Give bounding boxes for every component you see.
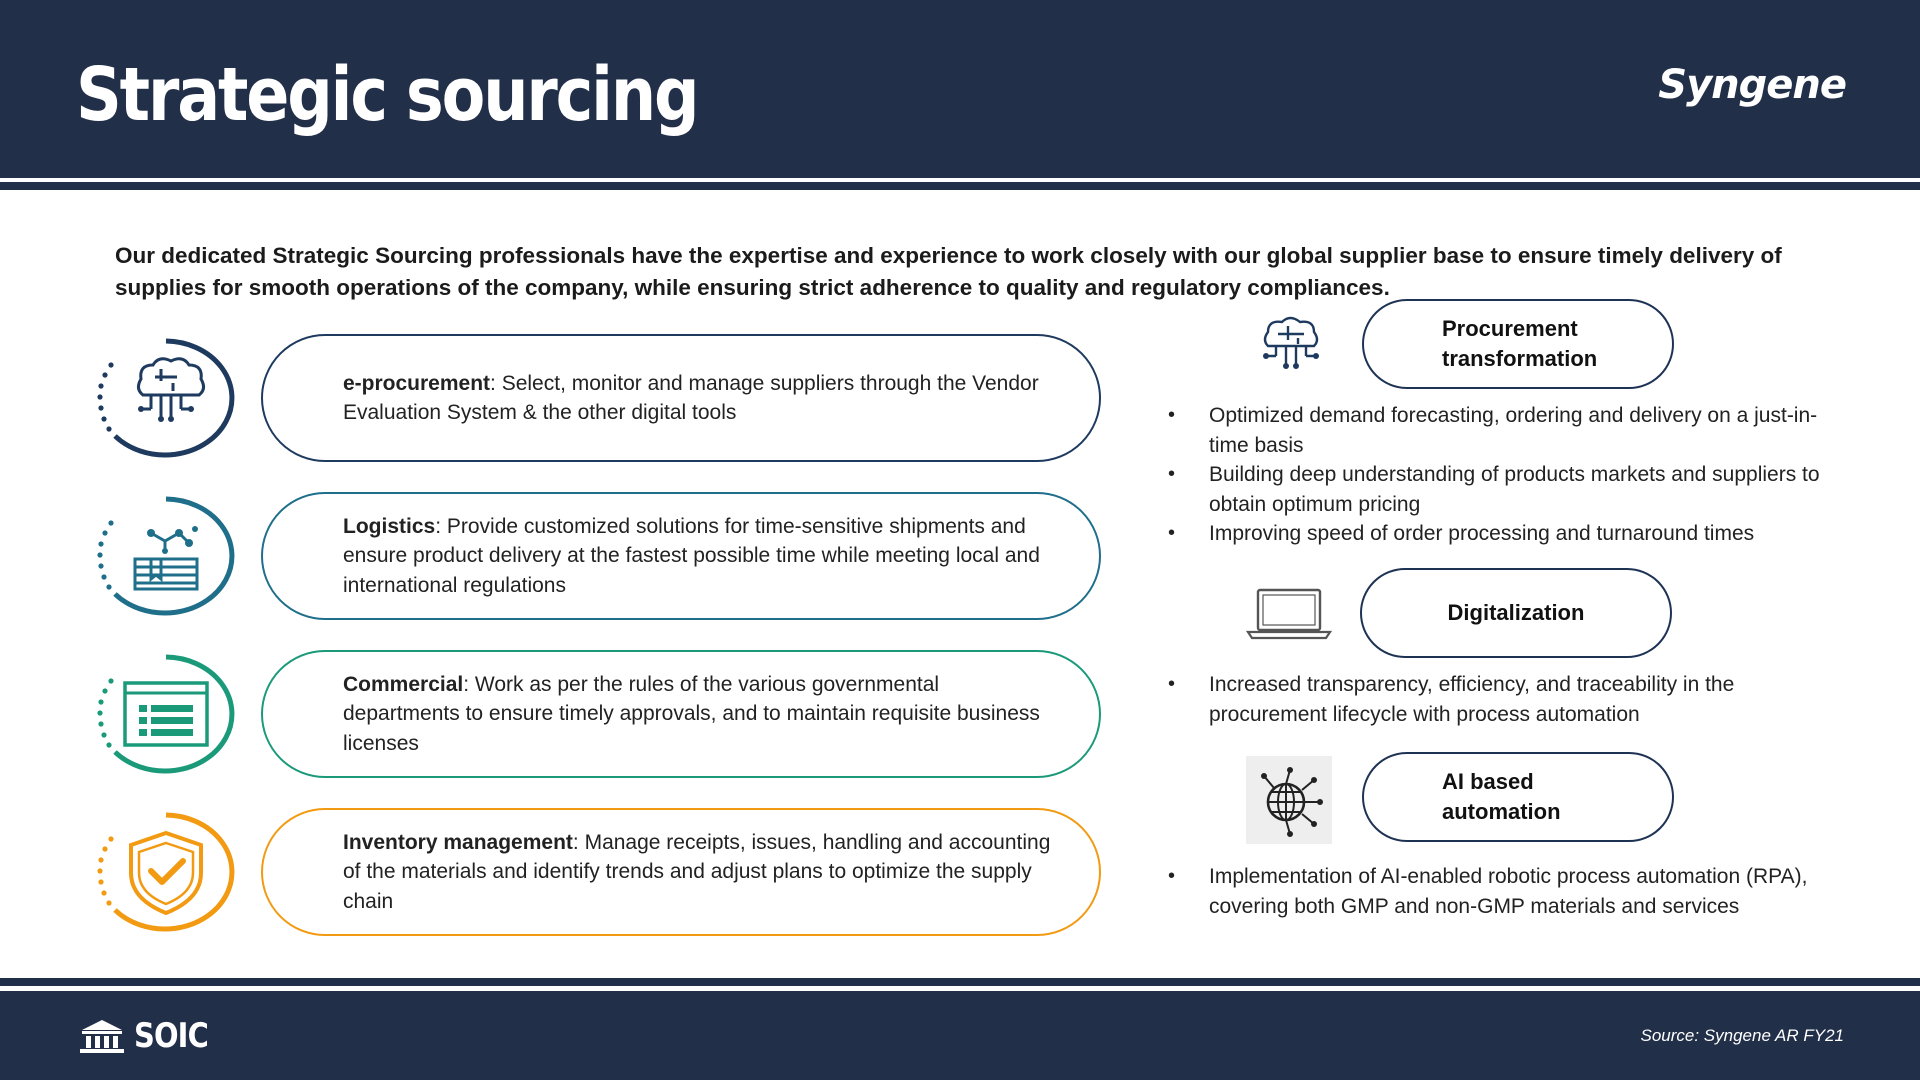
list-item: • Implementation of AI-enabled robotic process automation (RPA), covering both GMP and non-GMP materials and services — [1166, 862, 1846, 921]
soic-logo-text: SOIC — [134, 1016, 208, 1056]
list-item: • Optimized demand forecasting, ordering and delivery on a just-in-time basis — [1166, 401, 1846, 460]
card-label: Inventory management — [343, 830, 573, 854]
institution-building-icon — [78, 1018, 126, 1054]
page-title: Strategic sourcing — [76, 52, 698, 138]
card-e-procurement — [95, 334, 1105, 462]
header-divider — [0, 182, 1920, 190]
card-label: Logistics — [343, 514, 436, 538]
source-note: Source: Syngene AR FY21 — [1640, 1026, 1844, 1045]
footer-bar — [0, 991, 1920, 1080]
card-e-procurement-box — [261, 334, 1101, 462]
form-window-icon — [95, 653, 237, 775]
procurement-bullets — [1166, 401, 1846, 549]
card-logistics — [95, 492, 1105, 620]
card-commercial — [95, 650, 1105, 778]
brain-circuit-icon — [1258, 316, 1324, 374]
brain-circuit-icon — [95, 337, 237, 459]
list-item: • Increased transparency, efficiency, and traceability in the procurement lifecycle with process automation — [1166, 670, 1846, 729]
card-inventory-management — [95, 808, 1105, 936]
card-text: : Manage receipts, issues, handling and accounting of the materials and identify trends and adjust plans to optimize the supply chain — [343, 830, 1051, 913]
soic-logo — [78, 1016, 221, 1056]
digitalization-bullets — [1166, 670, 1846, 729]
pill-digitalization — [1360, 568, 1672, 658]
brand-logo: Syngene — [1658, 62, 1846, 108]
list-item: • Building deep understanding of products markets and suppliers to obtain optimum pricing — [1166, 460, 1846, 519]
card-logistics-box — [261, 492, 1101, 620]
pill-label: Procurement transformation — [1442, 316, 1598, 371]
pill-procurement-transformation — [1362, 299, 1674, 389]
card-text: : Provide customized solutions for time-sensitive shipments and ensure product delivery at the fastest possible time while meeting local and international regulations — [343, 514, 1040, 597]
card-text: : Work as per the rules of the various governmental departments to ensure timely approvals, and to maintain requisite business licenses — [343, 672, 1040, 755]
card-text: : Select, monitor and manage suppliers through the Vendor Evaluation System & the other digital tools — [343, 371, 1039, 424]
ai-automation-bullets — [1166, 862, 1846, 921]
list-item: • Improving speed of order processing and turnaround times — [1166, 519, 1846, 549]
pill-ai-based-automation — [1362, 752, 1674, 842]
card-inventory-box — [261, 808, 1101, 936]
card-label: e-procurement — [343, 371, 491, 395]
shield-check-icon — [95, 811, 237, 933]
pill-label: Digitalization — [1447, 600, 1585, 625]
network-book-icon — [95, 495, 237, 617]
card-label: Commercial — [343, 672, 464, 696]
intro-text: Our dedicated Strategic Sourcing professionals have the expertise and experience to work closely with our global supplier base to ensure timely delivery of supplies for smooth operations of the company, while ensuring strict adherence to quality and regulatory compliances. — [115, 243, 1782, 300]
globe-network-icon — [1246, 756, 1332, 844]
pill-label: AI based automation — [1442, 769, 1561, 824]
footer-divider — [0, 978, 1920, 986]
card-commercial-box — [261, 650, 1101, 778]
laptop-icon — [1246, 588, 1332, 640]
